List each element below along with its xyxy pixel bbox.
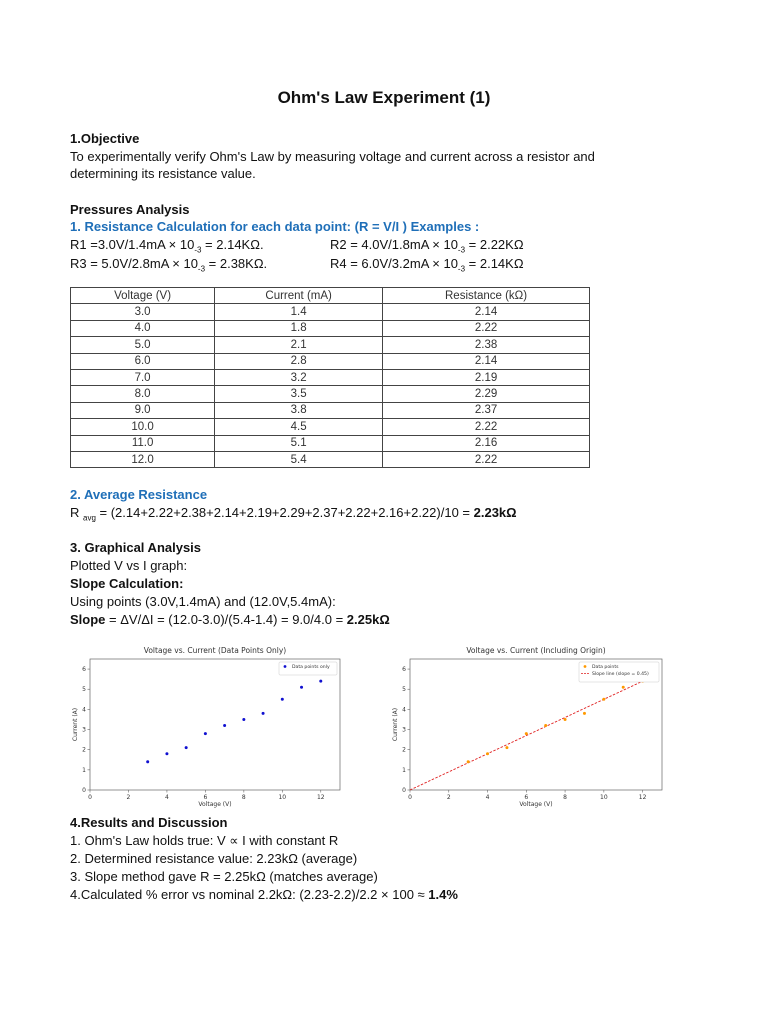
slope-points-text: Using points (3.0V,1.4mA) and (12.0V,5.4mA): — [70, 594, 336, 609]
y-tick-label: 2 — [402, 746, 406, 754]
voltage-cell: 12.0 — [71, 451, 215, 467]
current-cell: 2.1 — [215, 337, 383, 353]
table-row — [71, 435, 590, 451]
x-tick-label: 2 — [446, 794, 451, 801]
current-cell: 1.4 — [215, 304, 383, 320]
data-point — [622, 686, 625, 689]
x-tick-label: 0 — [408, 794, 412, 801]
x-tick-label: 0 — [88, 794, 92, 801]
current-cell: 3.5 — [215, 386, 383, 402]
x-tick-label: 10 — [600, 794, 608, 801]
average-result: 2.23kΩ — [473, 505, 517, 520]
slope-line — [410, 681, 643, 790]
resistance-cell: 2.38 — [383, 337, 590, 353]
header-resistance: Resistance (kΩ) — [383, 288, 590, 304]
table-row — [71, 353, 590, 369]
x-tick-label: 8 — [241, 794, 246, 801]
current-cell: 2.8 — [215, 353, 383, 369]
y-axis-label: Current (A) — [72, 707, 79, 742]
voltage-cell: 3.0 — [71, 304, 215, 320]
x-tick-label: 2 — [126, 794, 131, 801]
table-header-row — [71, 288, 590, 304]
x-tick-label: 6 — [203, 794, 208, 801]
results-heading: 4.Results and Discussion — [70, 815, 228, 830]
x-tick-label: 6 — [524, 794, 529, 801]
resistance-table — [70, 287, 590, 468]
y-tick-label: 1 — [402, 766, 406, 774]
current-cell: 5.1 — [215, 435, 383, 451]
legend-label: Slope line (slope = 0.45) — [592, 672, 649, 677]
data-point — [525, 732, 528, 735]
data-point — [319, 680, 322, 683]
voltage-cell: 5.0 — [71, 337, 215, 353]
legend-marker — [284, 665, 287, 668]
y-tick-label: 1 — [82, 766, 86, 774]
objective-heading: 1.Objective — [70, 131, 140, 146]
r1-formula: $R1 =3.0V/1.4mA \times 10_{-3} = 2.14K\Omega$. — [70, 237, 264, 255]
result-item-2: 2. Determined resistance value: 2.23kΩ (average) — [70, 851, 358, 866]
y-tick-label: 3 — [402, 726, 406, 734]
slope-formula: Slope = ΔV/ΔI = (12.0-3.0)/(5.4-1.4) = 9.0/4.0 = 2.25kΩ — [70, 612, 390, 627]
objective-line-1: To experimentally verify Ohm's Law by measuring voltage and current across a resistor and — [70, 149, 595, 164]
resistance-cell: 2.19 — [383, 369, 590, 385]
data-point — [262, 712, 265, 715]
chart-title: Voltage vs. Current (Data Points Only) — [143, 646, 287, 655]
current-cell: 5.4 — [215, 451, 383, 467]
table-row — [71, 402, 590, 418]
resistance-calc-heading: 1. Resistance Calculation for each data point: (R = V/I ) Examples : — [70, 219, 480, 234]
voltage-cell: 11.0 — [71, 435, 215, 451]
y-tick-label: 0 — [82, 787, 86, 794]
x-tick-label: 4 — [485, 794, 490, 801]
voltage-cell: 9.0 — [71, 402, 215, 418]
r3-formula: $R3 = 5.0V/2.8mA \times 10_{-3} = 2.38K\Omega$. — [70, 256, 268, 274]
result-item-3: 3. Slope method gave R = 2.25kΩ (matches average) — [70, 869, 378, 884]
chart-including-origin — [388, 643, 670, 808]
resistance-cell: 2.29 — [383, 386, 590, 402]
table-row — [71, 451, 590, 467]
table-row — [71, 369, 590, 385]
y-tick-label: 6 — [82, 666, 86, 674]
table-row — [71, 419, 590, 435]
resistance-cell: 2.14 — [383, 304, 590, 320]
data-point — [165, 752, 168, 755]
voltage-cell: 4.0 — [71, 320, 215, 336]
y-tick-label: 2 — [82, 746, 86, 754]
y-tick-label: 3 — [82, 726, 86, 734]
result-item-1: 1. Ohm's Law holds true: V ∝ I with constant R — [70, 833, 339, 848]
objective-line-2: determining its resistance value. — [70, 166, 256, 181]
x-axis-label: Voltage (V) — [198, 801, 232, 808]
resistance-cell: 2.14 — [383, 353, 590, 369]
table-row — [71, 320, 590, 336]
header-current: Current (mA) — [215, 288, 383, 304]
current-cell: 3.2 — [215, 369, 383, 385]
data-point — [242, 718, 245, 721]
y-tick-label: 4 — [402, 706, 406, 714]
y-axis-label: Current (A) — [392, 707, 399, 742]
resistance-cell: 2.22 — [383, 419, 590, 435]
resistance-cell: 2.22 — [383, 320, 590, 336]
data-point — [564, 718, 567, 721]
header-voltage: Voltage (V) — [71, 288, 215, 304]
plot-frame — [90, 659, 340, 790]
data-point — [505, 746, 508, 749]
slope-calc-heading: Slope Calculation: — [70, 576, 184, 591]
page-title: Ohm's Law Experiment (1) — [277, 88, 491, 107]
chart-data-points-only — [68, 643, 348, 808]
y-tick-label: 4 — [82, 706, 86, 714]
pressures-heading: Pressures Analysis — [70, 202, 190, 217]
voltage-cell: 8.0 — [71, 386, 215, 402]
table-row — [71, 304, 590, 320]
average-resistance-heading: 2. Average Resistance — [70, 487, 208, 502]
table-row — [71, 386, 590, 402]
voltage-cell: 7.0 — [71, 369, 215, 385]
y-tick-label: 6 — [402, 666, 406, 674]
voltage-cell: 6.0 — [71, 353, 215, 369]
x-tick-label: 10 — [278, 794, 287, 801]
data-point — [281, 698, 284, 701]
resistance-cell: 2.16 — [383, 435, 590, 451]
data-point — [486, 752, 489, 755]
data-point — [300, 686, 303, 689]
graphical-heading: 3. Graphical Analysis — [70, 540, 202, 555]
data-point — [185, 746, 188, 749]
table-row — [71, 337, 590, 353]
legend-label: Data points only — [292, 665, 330, 670]
slope-result: 2.25kΩ — [346, 612, 390, 627]
current-cell: 4.5 — [215, 419, 383, 435]
r2-formula: $R2 = 4.0V/1.8mA \times 10_{-3} = 2.22K\Omega$ — [330, 237, 524, 255]
x-tick-label: 12 — [638, 794, 647, 801]
data-point — [223, 724, 226, 727]
x-tick-label: 8 — [563, 794, 567, 801]
resistance-cell: 2.37 — [383, 402, 590, 418]
current-cell: 3.8 — [215, 402, 383, 418]
y-tick-label: 5 — [402, 686, 406, 694]
average-formula: R $_{avg}$ = (2.14+2.22+2.38+2.14+2.19+2.29+2.37+2.22+2.16+2.22)/10 = 2.23kΩ — [70, 505, 517, 523]
y-tick-label: 5 — [82, 686, 86, 694]
legend-marker — [584, 665, 587, 668]
x-tick-label: 4 — [165, 794, 169, 801]
x-axis-label: Voltage (V) — [519, 801, 553, 808]
resistance-cell: 2.22 — [383, 451, 590, 467]
data-point — [583, 712, 586, 715]
x-tick-label: 12 — [316, 794, 325, 801]
r4-formula: $R4 = 6.0V/3.2mA \times 10_{-3} = 2.14K\Omega$ — [330, 256, 524, 274]
percent-error-result: 1.4% — [428, 887, 458, 902]
current-cell: 1.8 — [215, 320, 383, 336]
voltage-cell: 10.0 — [71, 419, 215, 435]
chart-title: Voltage vs. Current (Including Origin) — [466, 646, 606, 655]
y-tick-label: 0 — [402, 787, 406, 794]
legend-label: Data points — [592, 665, 619, 670]
data-point — [204, 732, 207, 735]
data-point — [602, 698, 605, 701]
result-item-4: 4.Calculated % error vs nominal 2.2kΩ: (2.23-2.2)/2.2 × 100 ≈ 1.4% — [70, 887, 458, 902]
data-point — [544, 724, 547, 727]
data-point — [467, 760, 470, 763]
data-point — [146, 760, 149, 763]
plotted-text: Plotted V vs I graph: — [70, 558, 188, 573]
